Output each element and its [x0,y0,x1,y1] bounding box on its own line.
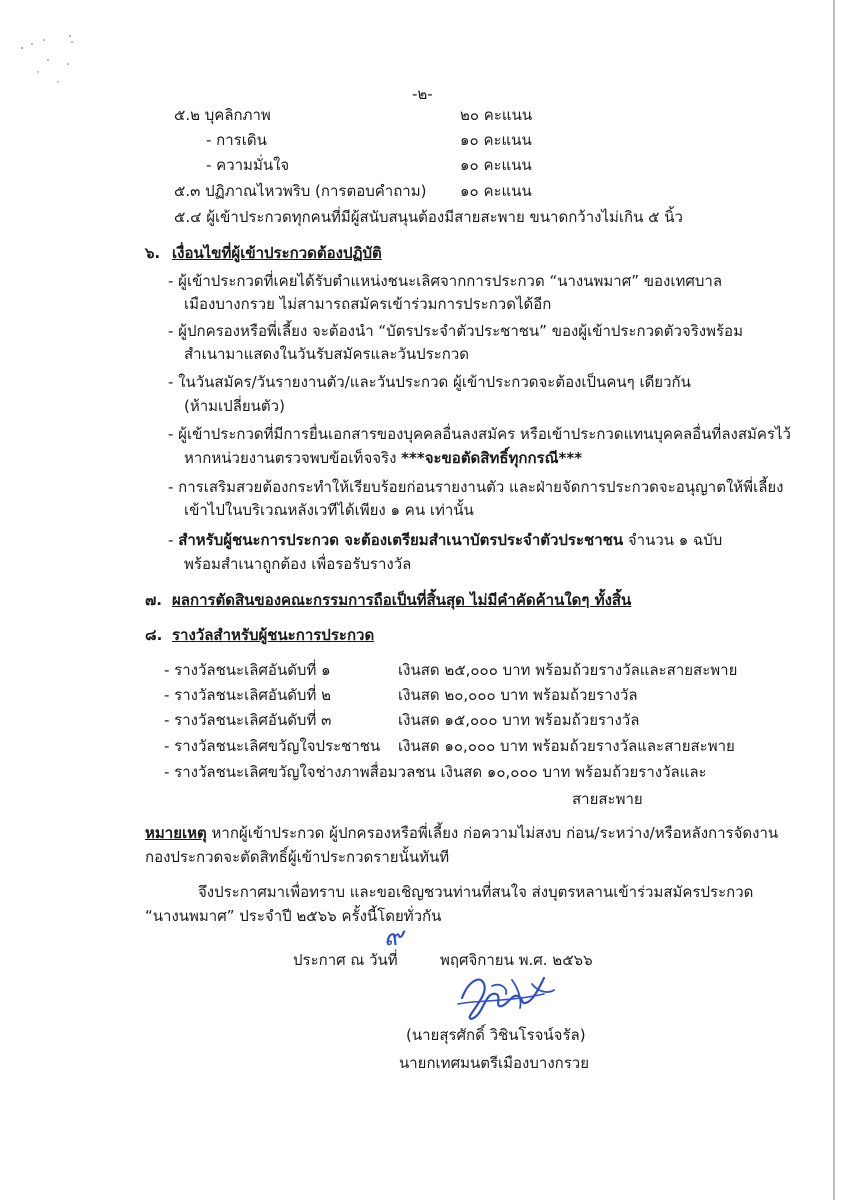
signer-name: (นายสุรศักดิ์ วิชินโรจน์จรัล) [406,1026,586,1044]
closing-line-2: “นางนพมาศ” ประจำปี ๒๕๖๖ ครั้งนี้โดยทั่วกัน [145,907,442,925]
condition-4-text: หากหน่วยงานตรวจพบข้อเท็จจริง [184,449,402,467]
condition-5-line-2: เข้าไปในบริเวณหลังเวทีได้เพียง ๑ คน เท่านั้น [184,501,474,519]
prize-4-cash: เงินสด ๑๐,๐๐๐ บาท พร้อมถ้วยรางวัลและสายสะพาย [398,737,735,755]
score-walk-label: - การเดิน [206,131,267,149]
prize-1-name: - รางวัลชนะเลิศอันดับที่ ๑ [164,661,331,679]
signature [448,964,558,1024]
condition-6-bold: สำหรับผู้ชนะการประกวด จะต้องเตรียมสำเนาบัตรประจำตัวประชาชน [178,531,624,549]
prize-5-line-2: สายสะพาย [572,790,643,808]
announce-prefix: ประกาศ ณ วันที่ [293,951,398,969]
remark-text: หากผู้เข้าประกวด ผู้ปกครองหรือพี่เลี้ยง ก่อความไม่สงบ ก่อน/ระหว่าง/หรือหลังการจัดงาน [206,824,779,842]
score-confidence-points: ๑๐ คะแนน [460,156,532,174]
prize-3-name: - รางวัลชนะเลิศอันดับที่ ๓ [164,711,332,729]
announce-date: พฤศจิกายน พ.ศ. ๒๕๖๖ [440,951,593,969]
page-edge-line [833,0,835,1200]
condition-2-line-2: สำเนามาแสดงในวันรับสมัครและวันประกวด [184,345,470,363]
condition-1-line-1: - ผู้เข้าประกวดที่เคยได้รับตำแหน่งชนะเลิศจากการประกวด “นางนพมาศ” ของเทศบาล [168,272,723,290]
closing-line-1: จึงประกาศมาเพื่อทราบ และขอเชิญชวนท่านที่สนใจ ส่งบุตรหลานเข้าร่วมสมัครประกวด [198,883,754,901]
section-6-title: เงื่อนไขที่ผู้เข้าประกวดต้องปฏิบัติ [172,244,382,262]
condition-1-line-2: เมืองบางกรวย ไม่สามารถสมัครเข้าร่วมการประกวดได้อีก [184,295,552,313]
condition-3-line-1: - ในวันสมัคร/วันรายงานตัว/และวันประกวด ผู้เข้าประกวดจะต้องเป็นคนๆ เดียวกัน [168,373,691,391]
prize-1-cash: เงินสด ๒๕,๐๐๐ บาท พร้อมถ้วยรางวัลและสายสะพาย [398,661,738,679]
condition-6-line-2: พร้อมสำเนาถูกต้อง เพื่อรอรับรางวัล [184,555,412,573]
condition-4-line-2 [184,448,582,468]
score-item-5-3-label: ๕.๓ ปฏิภาณไหวพริบ (การตอบคำถาม) [174,182,427,200]
disqualify-warning: ***จะขอตัดสิทธิ์ทุกกรณี*** [401,449,583,467]
score-item-5-2-label: ๕.๒ บุคลิกภาพ [174,106,271,124]
signer-title: นายกเทศมนตรีเมืองบางกรวย [399,1054,589,1072]
condition-2-line-1: - ผู้ปกครองหรือพี่เลี้ยง จะต้องนำ “บัตรประจำตัวประชาชน” ของผู้เข้าประกวดตัวจริงพร้อม [168,322,743,340]
score-item-5-2-points: ๒๐ คะแนน [460,106,533,124]
prize-2-name: - รางวัลชนะเลิศอันดับที่ ๒ [164,686,331,704]
condition-5-line-1: - การเสริมสวยต้องกระทำให้เรียบร้อยก่อนรายงานตัว และฝ่ายจัดการประกวดจะอนุญาตให้พี่เลี้ยง [168,478,784,496]
prize-4-name: - รางวัลชนะเลิศขวัญใจประชาชน [164,737,381,755]
condition-6-dash: - [168,531,179,549]
section-7-title: ผลการตัดสินของคณะกรรมการถือเป็นที่สิ้นสุด ไม่มีคำคัดค้านใดๆ ทั้งสิ้น [172,591,632,609]
score-confidence-label: - ความมั่นใจ [206,156,290,174]
condition-6-line-1 [168,530,722,550]
remark-line-1 [145,823,778,843]
score-walk-points: ๑๐ คะแนน [460,131,532,149]
handwritten-day: ๙ [384,922,404,952]
condition-3-line-2: (ห้ามเปลี่ยนตัว) [184,397,285,415]
section-7-number: ๗. [145,591,162,609]
section-8-title: รางวัลสำหรับผู้ชนะการประกวด [172,626,375,644]
prize-5-line-1: - รางวัลชนะเลิศขวัญใจช่างภาพสื่อมวลชน เงินสด ๑๐,๐๐๐ บาท พร้อมถ้วยรางวัลและ [164,763,707,781]
section-8-number: ๘. [145,626,163,644]
section-6-number: ๖. [145,244,161,262]
remark-line-2: กองประกวดจะตัดสิทธิ์ผู้เข้าประกวดรายนั้นทันที [145,848,450,866]
prize-2-cash: เงินสด ๒๐,๐๐๐ บาท พร้อมถ้วยรางวัล [398,686,638,704]
scan-specks [18,30,78,90]
page-number: -๒- [412,85,433,103]
condition-6-rest: จำนวน ๑ ฉบับ [623,531,723,549]
remark-label: หมายเหตุ [145,824,207,842]
prize-3-cash: เงินสด ๑๕,๐๐๐ บาท พร้อมถ้วยรางวัล [398,711,640,729]
score-item-5-4: ๕.๔ ผู้เข้าประกวดทุกคนที่มีผู้สนับสนุนต้องมีสายสะพาย ขนาดกว้างไม่เกิน ๕ นิ้ว [174,208,683,226]
condition-4-line-1: - ผู้เข้าประกวดที่มีการยื่นเอกสารของบุคคลอื่นลงสมัคร หรือเข้าประกวดแทนบุคคลอื่นที่ลงสมัครไว้ [168,425,791,443]
score-item-5-3-points: ๑๐ คะแนน [460,182,532,200]
